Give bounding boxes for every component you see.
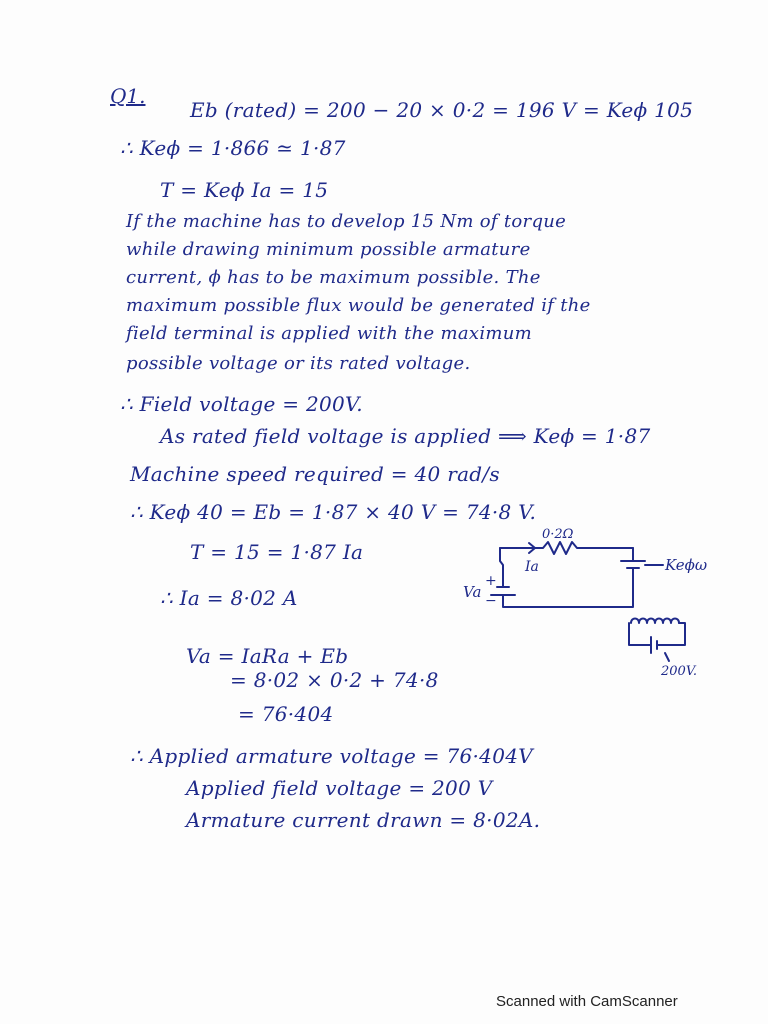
line-back-emf-rated: Eb (rated) = 200 − 20 × 0·2 = 196 V = Keϕ 105 — [190, 98, 694, 122]
armature-circuit-diagram — [455, 525, 735, 685]
line-explanation-2: while drawing minimum possible armature — [126, 239, 531, 260]
back-emf-label: Keϕω — [665, 556, 708, 574]
line-rated-field: As rated field voltage is applied ⟹ Keϕ = 1·87 — [160, 424, 651, 448]
line-machine-speed: Machine speed required = 40 rad/s — [130, 462, 500, 486]
line-applied-field: Applied field voltage = 200 V — [186, 776, 493, 800]
resistor-label: 0·2Ω — [542, 527, 574, 542]
line-back-emf-speed: ∴ Keϕ 40 = Eb = 1·87 × 40 V = 74·8 V. — [130, 500, 537, 524]
line-explanation-3: current, ϕ has to be maximum possible. The — [126, 267, 541, 288]
plus-label: + — [485, 573, 497, 589]
line-field-voltage: ∴ Field voltage = 200V. — [120, 392, 363, 416]
line-ke-phi: ∴ Keϕ = 1·866 ≃ 1·87 — [120, 136, 346, 160]
camscanner-watermark: Scanned with CamScanner — [496, 993, 678, 1010]
field-voltage-label: 200V. — [661, 664, 698, 679]
line-torque-current: T = 15 = 1·87 Ia — [190, 540, 364, 564]
line-explanation-5: field terminal is applied with the maximum — [126, 323, 533, 344]
line-armature-current: ∴ Ia = 8·02 A — [160, 586, 298, 610]
line-explanation-1: If the machine has to develop 15 Nm of torque — [126, 211, 567, 232]
line-explanation-6: possible voltage or its rated voltage. — [126, 353, 471, 374]
line-explanation-4: maximum possible flux would be generated if the — [126, 295, 591, 316]
source-label: Va — [463, 583, 482, 601]
current-label: Ia — [525, 559, 539, 575]
line-armature-current-drawn: Armature current drawn = 8·02A. — [186, 808, 541, 832]
line-va-substitution: = 8·02 × 0·2 + 74·8 — [230, 668, 439, 692]
line-applied-armature: ∴ Applied armature voltage = 76·404V — [130, 744, 533, 768]
line-va-result: = 76·404 — [238, 702, 334, 726]
line-va-formula: Va = IaRa + Eb — [186, 644, 349, 668]
line-torque-equation: T = Keϕ Ia = 15 — [160, 178, 329, 202]
minus-label: − — [485, 593, 497, 609]
question-label: Q1. — [110, 84, 146, 108]
